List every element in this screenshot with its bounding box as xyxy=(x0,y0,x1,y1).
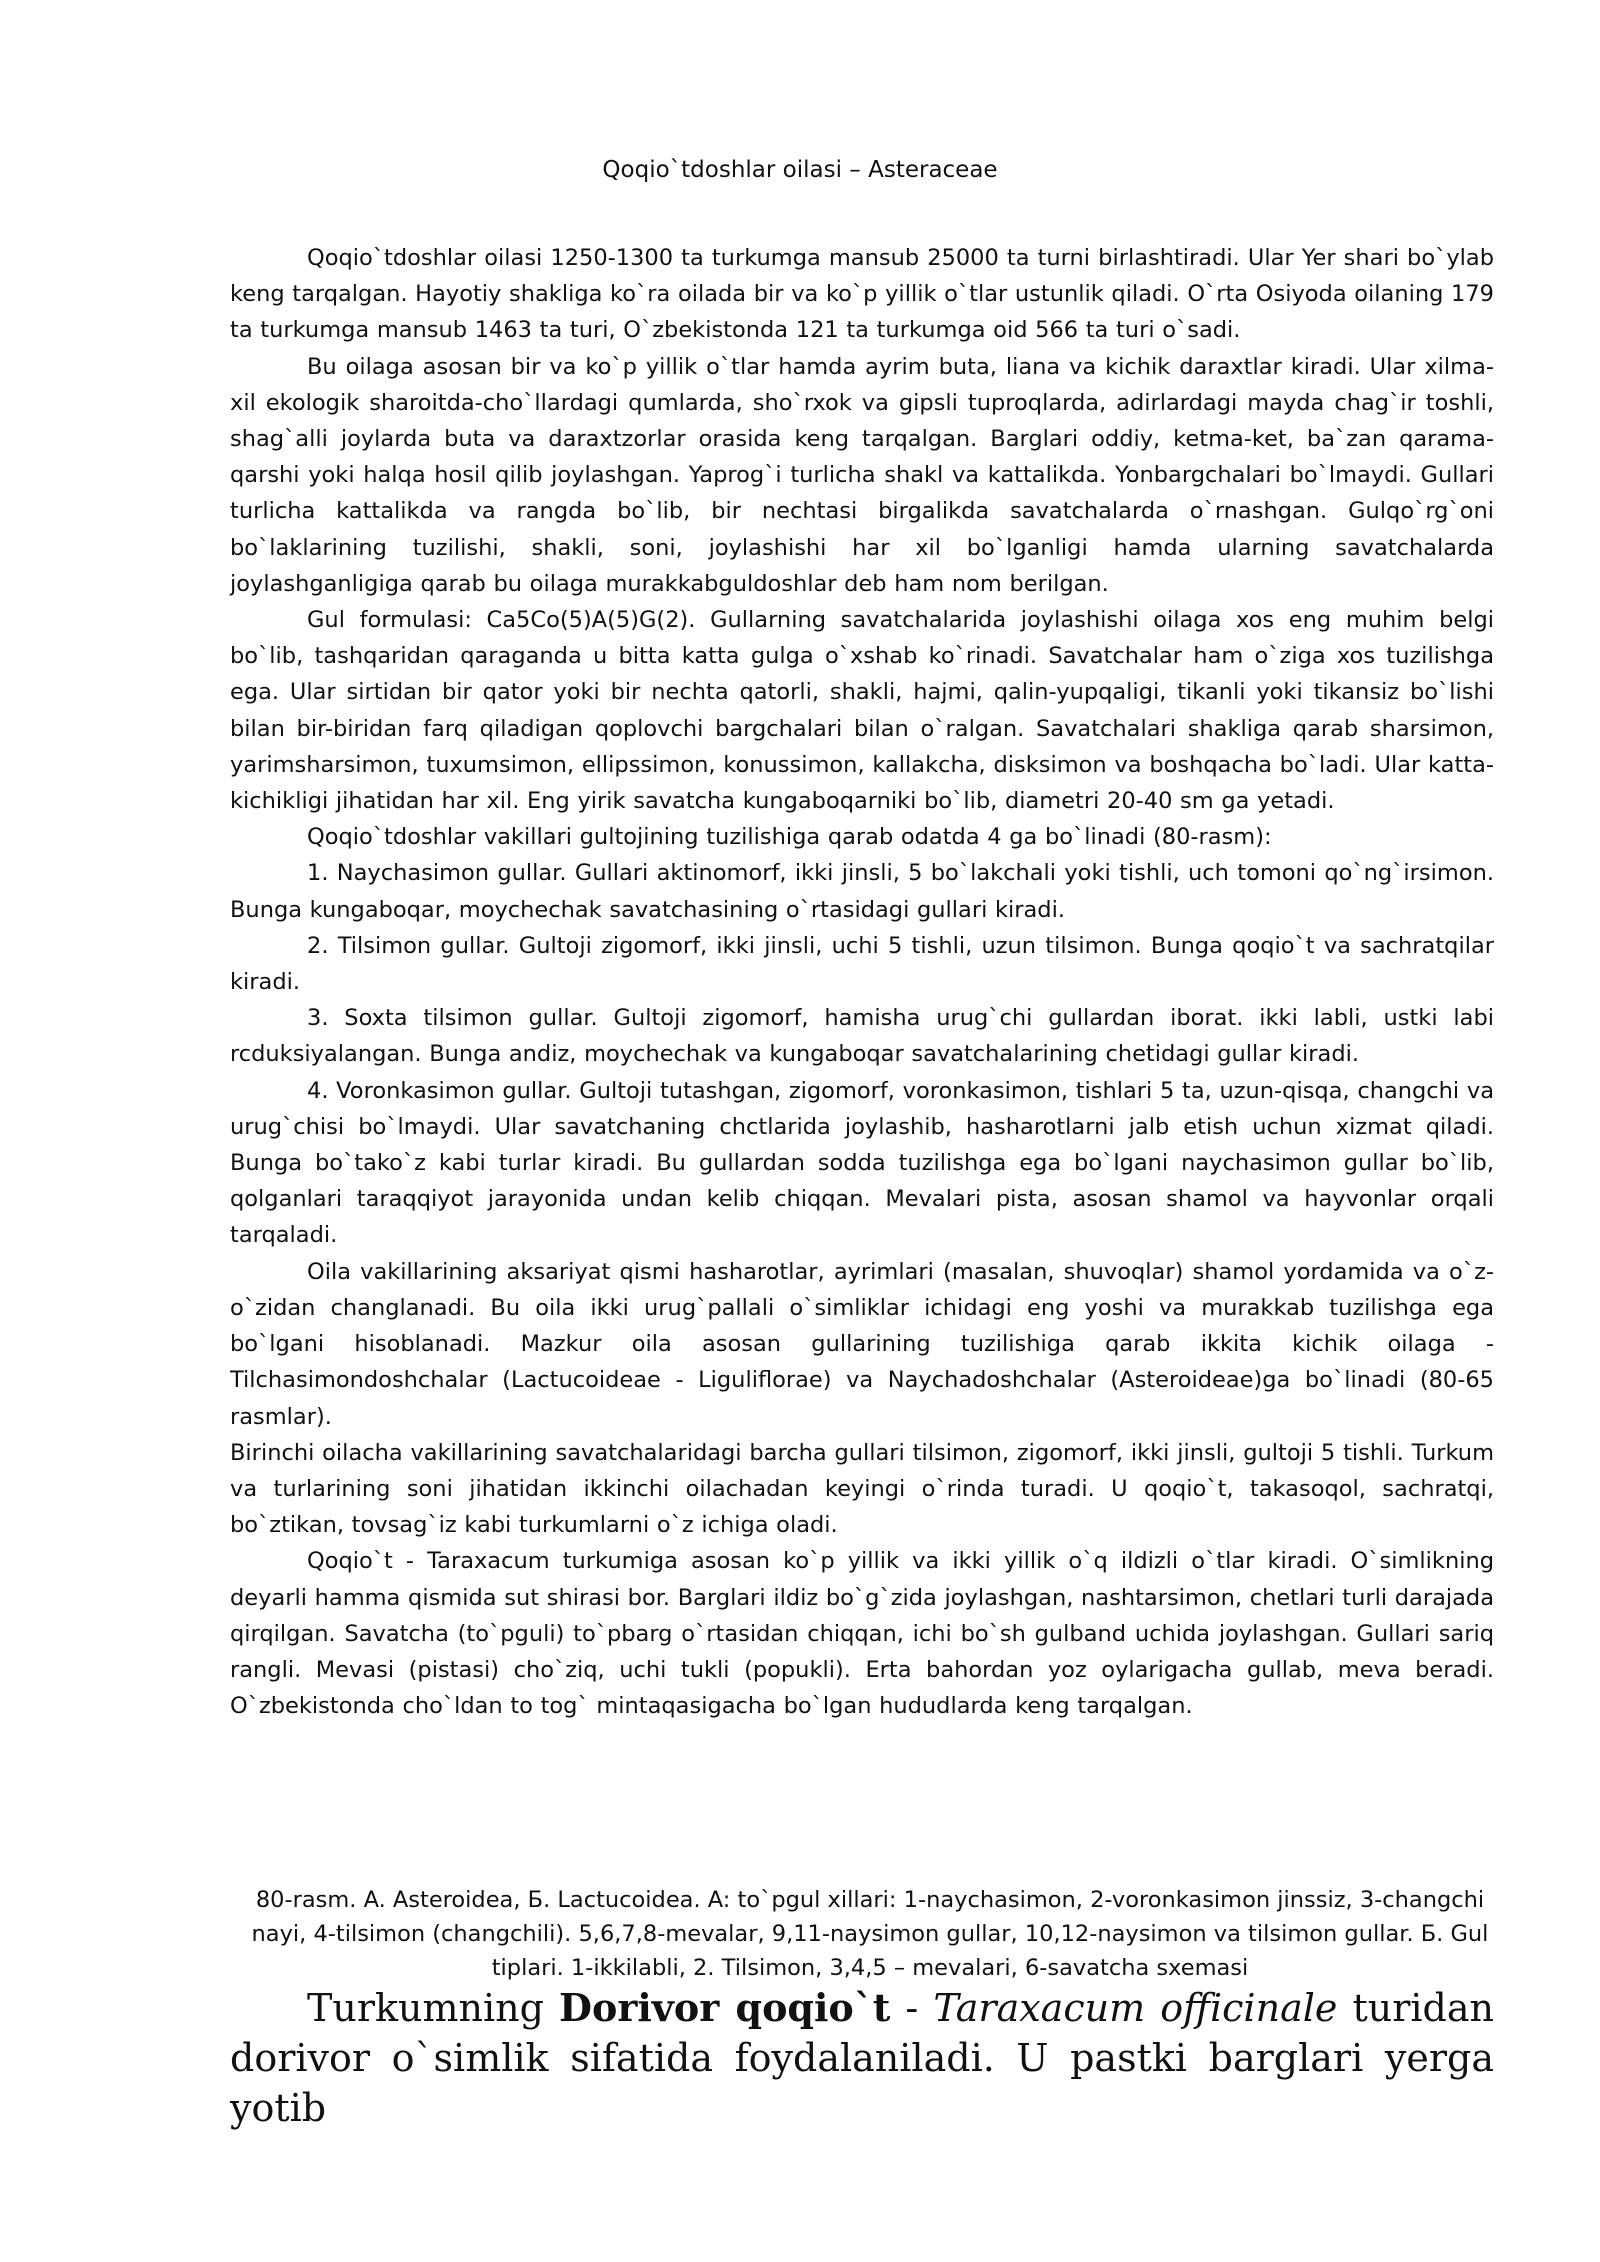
paragraph: Oila vakillarining aksariyat qismi hasharotlar, ayrimlari (masalan, shuvoqlar) shamol yordamida va o`z-o`zidan changlanadi. Bu oila ikki urug`pallali o`simliklar ichidagi eng yoshi va murakkab tuzilishga ega bo`lgani hisoblanadi. Mazkur oila asosan gullarining tuzilishiga qarab ikkita kichik oilaga - Tilchasimondoshchalar (Lactucoideae - Liguliflorae) va Naychadoshchalar (Asteroideae)ga bo`linadi (80-65 rasmlar). xyxy=(230,1258,1494,1430)
figure-caption: 80-rasm. A. Asteroidea, Б. Lactucoidea. A: to`pgul xillari: 1-naychasimon, 2-voronkasimon jinssiz, 3-changchi nayi, 4-tilsimon (changchili). 5,6,7,8-mevalar, 9,11-naysimon gullar, 10,12-naysimon va tilsimon gullar. Б. Gul tiplari. 1-ikkilabli, 2. Tilsimon, 3,4,5 – mevalari, 6-savatcha sxemasi xyxy=(251,1887,1489,1981)
continuation-text xyxy=(230,1983,1494,2133)
bold-term: Dorivor qoqio`t xyxy=(559,1985,891,2030)
text-run: turidan dorivor o`simlik sifatida foydalaniladi. U pastki barglari yerga yotib xyxy=(230,1986,1494,2130)
paragraph: Bu oilaga asosan bir va ko`p yillik o`tlar hamda ayrim buta, liana va kichik daraxtlar kiradi. Ular xilma-xil ekologik sharoitda-cho`llardagi qumlarda, sho`rxok va gipsli tuproqlarda, adirlardagi mayda chag`ir toshli, shag`alli joylarda buta va daraxtzorlar orasida keng tarqalgan. Barglari oddiy, ketma-ket, ba`zan qarama-qarshi yoki halqa hosil qilib joylashgan. Yaprog`i turlicha shakl va kattalikda. Yonbargchalari bo`lmaydi. Gullari turlicha kattalikda va rangda bo`lib, bir nechtasi birgalikda savatchalarda o`rnashgan. Gulqo`rg`oni bo`laklarining tuzilishi, shakli, soni, joylashishi har xil bo`lganligi hamda ularning savatchalarda joylashganligiga qarab bu oilaga murakkabguldoshlar deb ham nom berilgan. xyxy=(230,353,1494,597)
paragraph: Gul formulasi: Ca5Co(5)A(5)G(2). Gullarning savatchalarida joylashishi oilaga xos eng muhim belgi bo`lib, tashqaridan qaraganda u bitta katta gulga o`xshab ko`rinadi. Savatchalar ham o`ziga xos tuzilishga ega. Ular sirtidan bir qator yoki bir nechta qatorli, shakli, hajmi, qalin-yupqaligi, tikanli yoki tikansiz bo`lishi bilan bir-biridan farq qiladigan qoplovchi bargchalari bilan o`ralgan. Savatchalari shakliga qarab sharsimon, yarimsharsimon, tuxumsimon, ellipssimon, konussimon, kallakcha, disksimon va boshqacha bo`ladi. Ular katta-kichikligi jihatidan har xil. Eng yirik savatcha kungaboqarniki bo`lib, diametri 20-40 sm ga yetadi. xyxy=(230,607,1494,815)
text-run: Turkumning xyxy=(307,1986,560,2030)
text-run: - xyxy=(890,1986,934,2030)
paragraph: Birinchi oilacha vakillarining savatchalaridagi barcha gullari tilsimon, zigomorf, ikki jinsli, gultoji 5 tishli. Turkum va turlarining soni jihatidan ikkinchi oilachadan keyingi o`rinda turadi. U qoqio`t, takasoqol, sachratqi, bo`ztikan, tovsag`iz kabi turkumlarni o`z ichiga oladi. xyxy=(230,1439,1494,1539)
paragraph: Qoqio`tdoshlar vakillari gultojining tuzilishiga qarab odatda 4 ga bo`linadi (80-rasm): xyxy=(307,824,1272,851)
paragraph: 4. Voronkasimon gullar. Gultoji tutashgan, zigomorf, voronkasimon, tishlari 5 ta, uzun-qisqa, changchi va urug`chisi bo`lmaydi. Ular savatchaning chctlarida joylashib, hasharotlarni jalb etish uchun xizmat qiladi. Bunga bo`tako`z kabi turlar kiradi. Bu gullardan sodda tuzilishga ega bo`lgani naychasimon gullar bo`lib, qolganlari taraqqiyot jarayonida undan kelib chiqqan. Mevalari pista, asosan shamol va hayvonlar orqali tarqaladi. xyxy=(230,1077,1494,1249)
paragraph: Qoqio`tdoshlar oilasi 1250-1300 ta turkumga mansub 25000 ta turni birlashtiradi. Ular Yer shari bo`ylab keng tarqalgan. Hayotiy shakliga ko`ra oilada bir va ko`p yillik o`tlar ustunlik qiladi. O`rta Osiyoda oilaning 179 ta turkumga mansub 1463 ta turi, O`zbekistonda 121 ta turkumga oid 566 ta turi o`sadi. xyxy=(230,245,1494,344)
paragraph: 2. Tilsimon gullar. Gultoji zigomorf, ikki jinsli, uchi 5 tishli, uzun tilsimon. Bunga qoqio`t va sachratqilar kiradi. xyxy=(230,932,1494,996)
latin-name: Taraxacum officinale xyxy=(933,1986,1338,2030)
paragraph: 1. Naychasimon gullar. Gullari aktinomorf, ikki jinsli, 5 bo`lakchali yoki tishli, uch tomoni qo`ng`irsimon. Bunga kungaboqar, moychechak savatchasining o`rtasidagi gullari kiradi. xyxy=(230,860,1494,923)
paragraph: 3. Soxta tilsimon gullar. Gultoji zigomorf, hamisha urug`chi gullardan iborat. ikki labli, ustki labi rcduksiyalangan. Bunga andiz, moychechak va kungaboqar savatchalarining chetidagi gullar kiradi. xyxy=(230,1005,1494,1068)
document-body xyxy=(230,240,1494,1724)
paragraph xyxy=(230,1983,1494,2133)
document-title: Qoqio`tdoshlar oilasi – Asteraceae xyxy=(602,157,998,183)
paragraph: Qoqio`t - Taraxacum turkumiga asosan ko`p yillik va ikki yillik o`q ildizli o`tlar kiradi. O`simlikning deyarli hamma qismida sut shirasi bor. Barglari ildiz bo`g`zida joylashgan, nashtarsimon, chetlari turli darajada qirqilgan. Savatcha (to`pguli) to`pbarg o`rtasidan chiqqan, ichi bo`sh gulband uchida joylashgan. Gullari sariq rangli. Mevasi (pistasi) cho`ziq, uchi tukli (popukli). Erta bahordan yoz oylarigacha gullab, meva beradi. O`zbekistonda cho`ldan to tog` mintaqasigacha bo`lgan hududlarda keng tarqalgan. xyxy=(230,1548,1494,1720)
